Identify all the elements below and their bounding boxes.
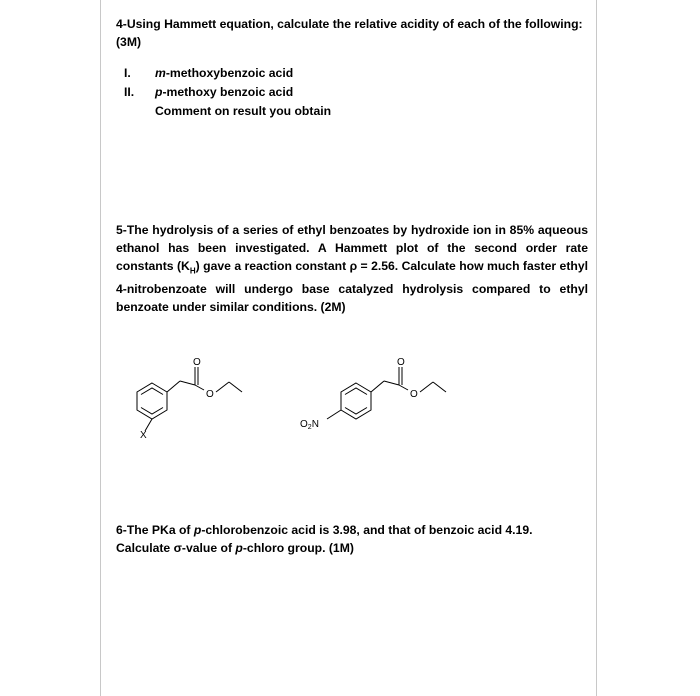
list-item xyxy=(124,83,331,102)
list-item xyxy=(124,64,331,83)
question-4-heading xyxy=(116,15,586,51)
question-4-items xyxy=(124,64,331,121)
question-4-marks: (3M) xyxy=(116,35,142,49)
left-carbonyl-oxygen: O xyxy=(193,357,201,368)
left-ester-oxygen: O xyxy=(206,389,214,400)
right-ester-oxygen: O xyxy=(410,389,418,400)
compound-name: m-methoxybenzoic acid xyxy=(155,66,294,80)
question-6-text: 6-The PKa of p-chlorobenzoic acid is 3.98, and that of benzoic acid 4.19. Calculate σ-value of p-chloro group. (1M) xyxy=(116,523,533,555)
compound-name: p-methoxy benzoic acid xyxy=(155,85,294,99)
page-edge-right xyxy=(596,0,597,696)
left-substituent-x: X xyxy=(140,430,147,441)
ethyl-benzoate-structures xyxy=(120,340,450,450)
page-edge-left xyxy=(100,0,101,696)
nitro-group-label: $O_2N$ xyxy=(300,419,319,431)
right-carbonyl-oxygen: O xyxy=(397,357,405,368)
question-4-line1: 4-Using Hammett equation, calculate the relative acidity of each of the following: xyxy=(116,17,583,31)
roman-numeral: II. xyxy=(124,85,135,99)
question-4-comment: Comment on result you obtain xyxy=(155,104,332,118)
roman-numeral: I. xyxy=(124,66,131,80)
question-5-text: 5-The hydrolysis of a series of ethyl benzoates by hydroxide ion in 85% aqueous ethanol has been investigated. A Hammett plot of the second order rate constants $(K_H)$ gave a reaction constant ρ = 2.56. Calculate how much faster ethyl 4-nitrobenzoate will undergo base catalyzed hydrolysis compared to ethyl benzoate under similar conditions. (2M) xyxy=(116,223,588,315)
